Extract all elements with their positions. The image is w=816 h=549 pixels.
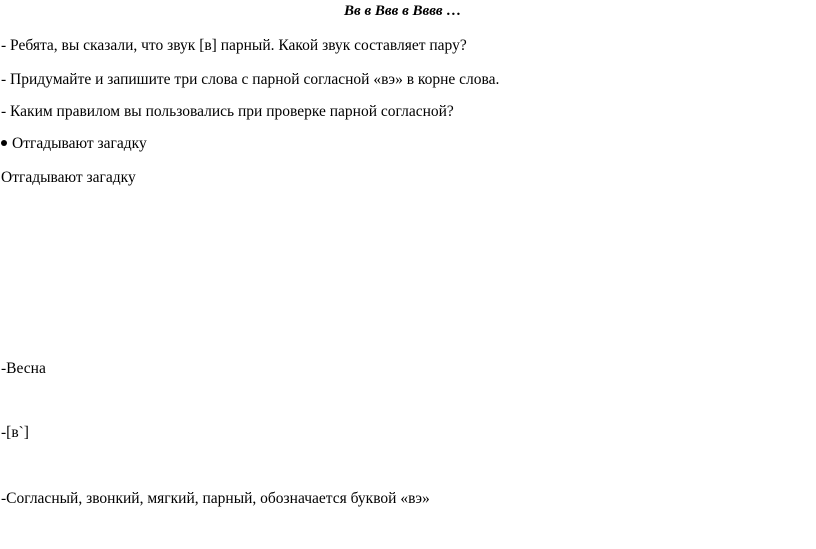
bullet-item-text: Отгадывают загадку — [12, 135, 147, 152]
text-line-3: - Каким правилом вы пользовались при проверке парной согласной? — [1, 103, 454, 120]
answer-line-3: -Согласный, звонкий, мягкий, парный, обозначается буквой «вэ» — [1, 490, 430, 507]
text-line-1: - Ребята, вы сказали, что звук [в] парный. Какой звук составляет пару? — [1, 37, 467, 54]
text-line-plain: Отгадывают загадку — [1, 169, 136, 186]
answer-line-1: -Весна — [1, 360, 46, 377]
answer-line-2: -[в`] — [1, 424, 29, 441]
bullet-list-item — [1, 135, 147, 153]
text-line-2: - Придумайте и запишите три слова с парной согласной «вэ» в корне слова. — [1, 71, 500, 88]
page-title: Вв в Ввв в Вввв … — [344, 3, 462, 19]
bullet-icon — [1, 140, 7, 146]
